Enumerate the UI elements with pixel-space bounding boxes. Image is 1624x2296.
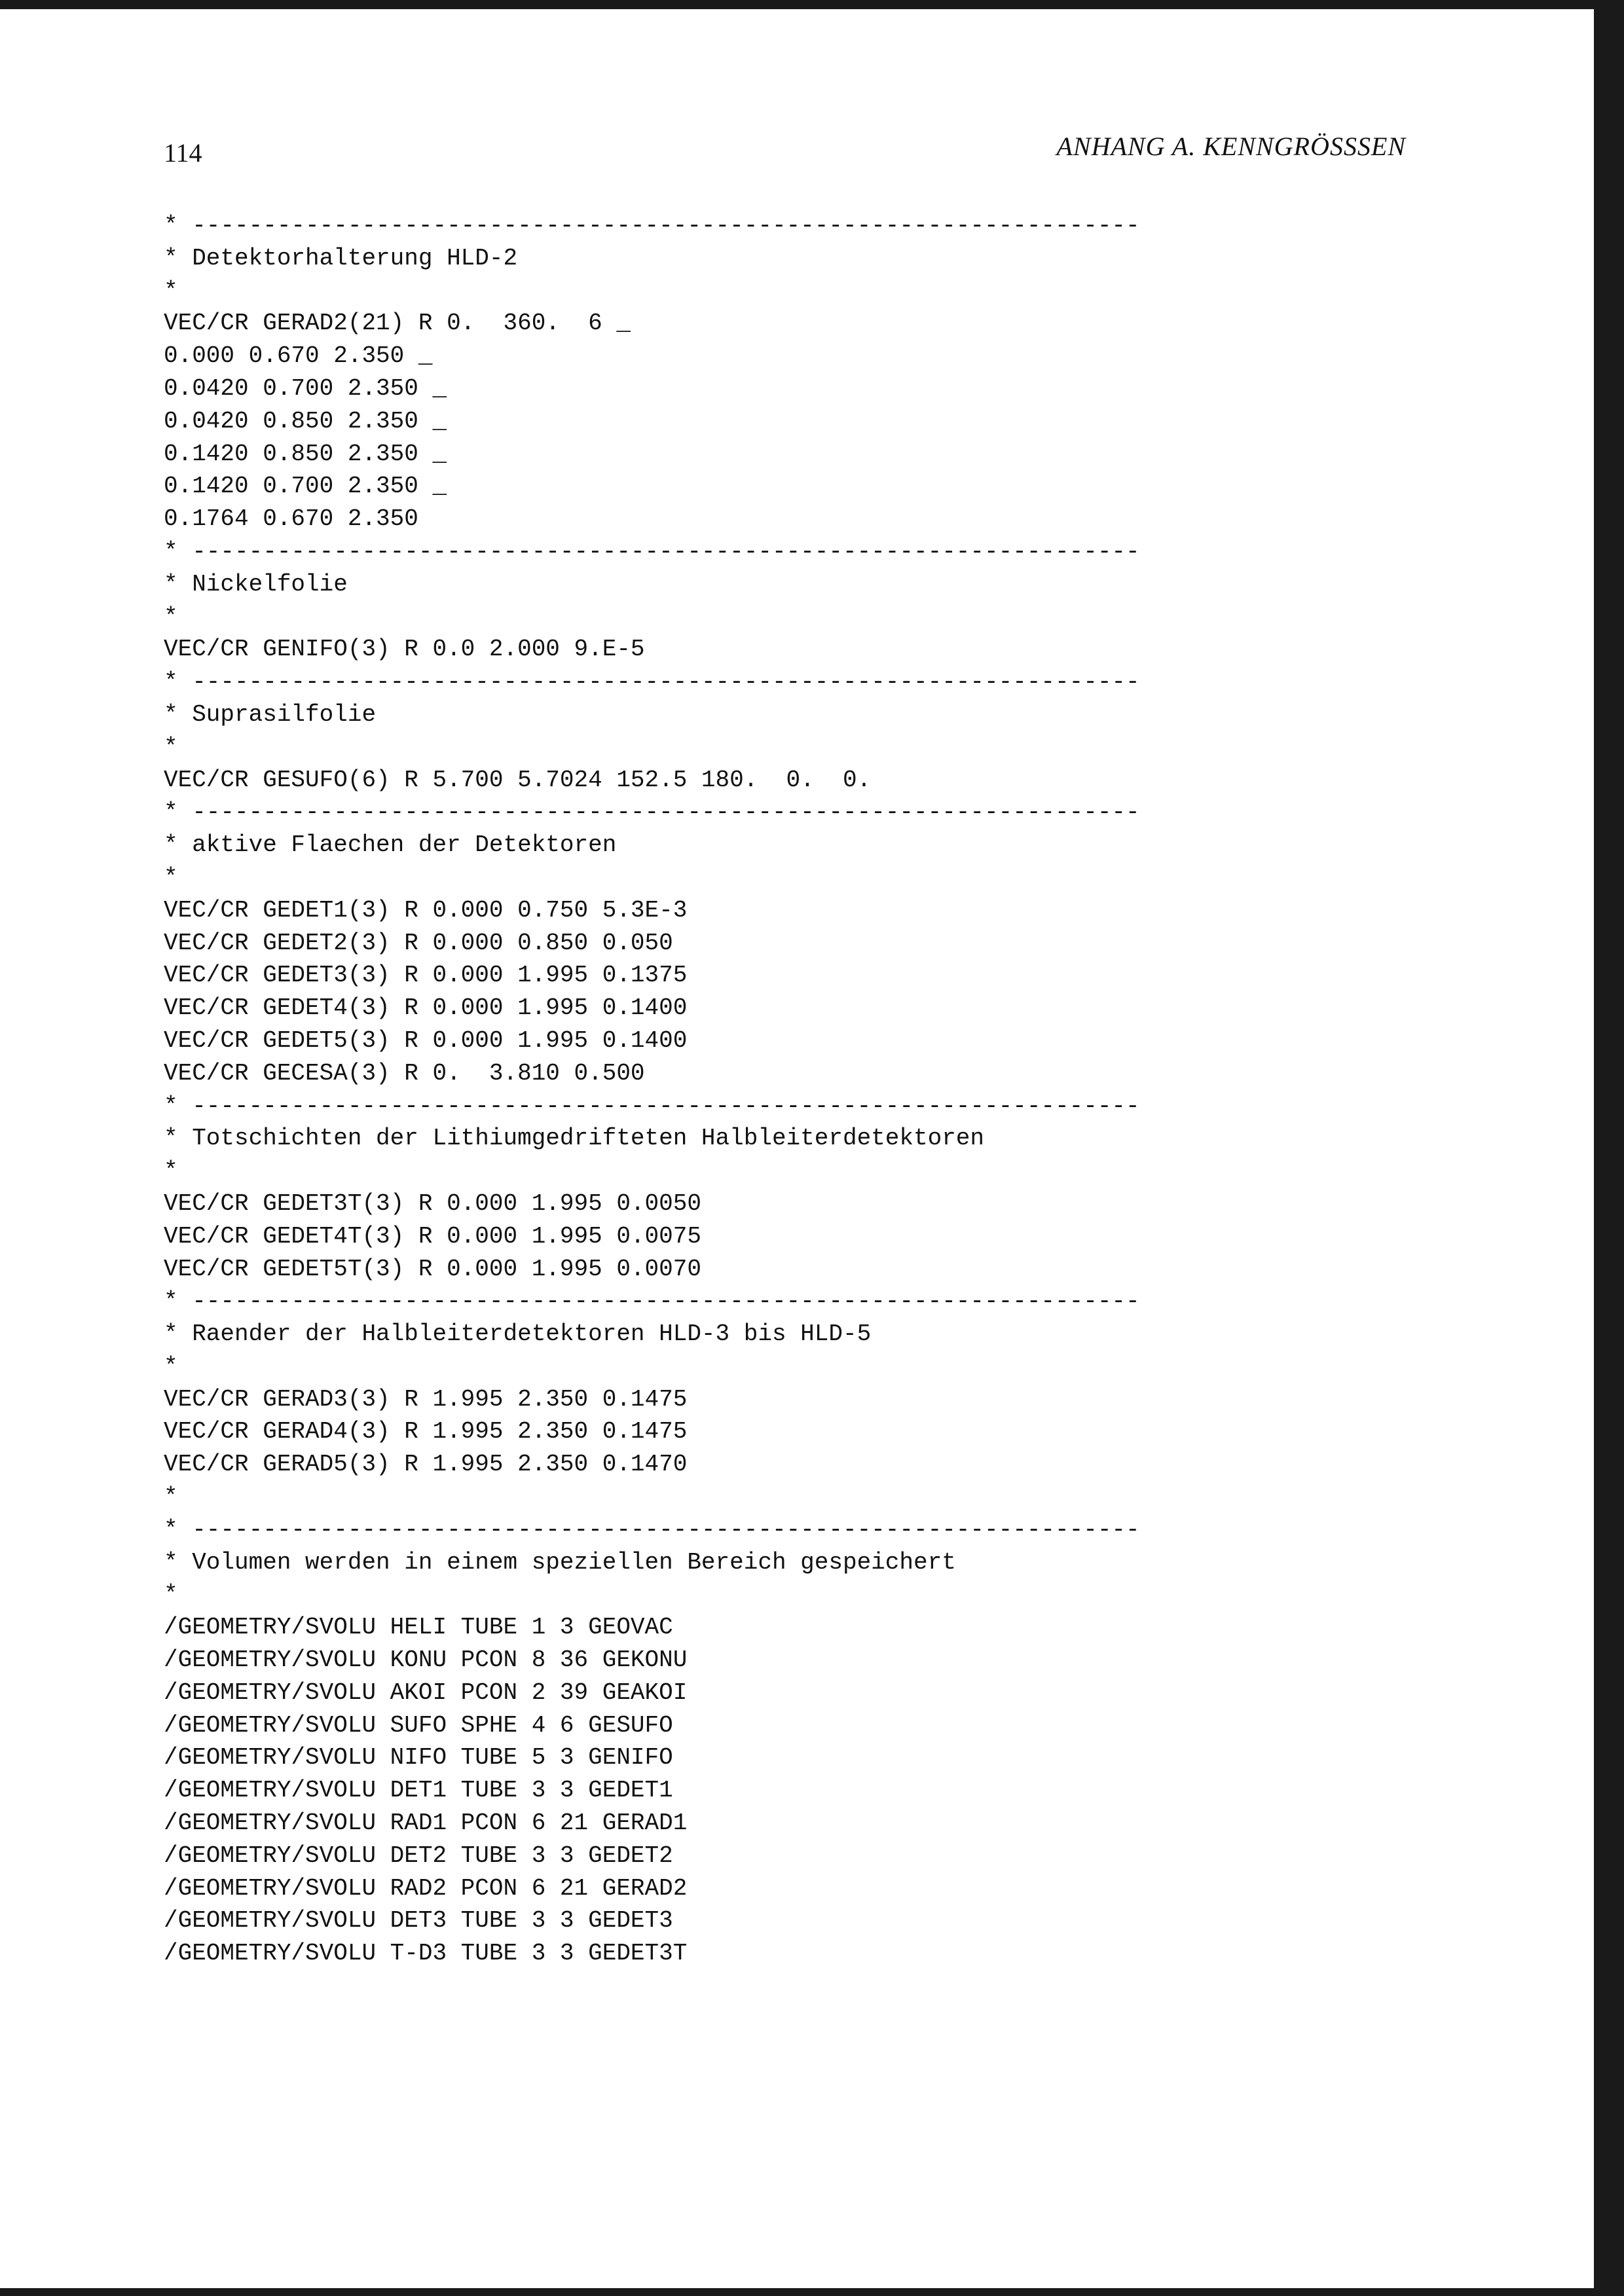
code-line: * ------------------------------------------------------------------- [164,1288,1140,1315]
code-line: * [164,864,178,891]
running-title: ANHANG A. KENNGRÖSSSEN [1056,132,1406,161]
code-line: VEC/CR GEDET1(3) R 0.000 0.750 5.3E-3 [164,896,688,924]
code-line: * [164,1157,178,1185]
code-line: 0.1420 0.850 2.350 _ [164,440,447,467]
code-line: /GEOMETRY/SVOLU SUFO SPHE 4 6 GESUFO [164,1711,673,1739]
code-line: * [164,1484,178,1511]
code-line: VEC/CR GENIFO(3) R 0.0 2.000 9.E-5 [164,636,645,663]
code-line: VEC/CR GEDET5T(3) R 0.000 1.995 0.0070 [164,1255,701,1283]
code-line: * ------------------------------------------------------------------- [164,668,1140,696]
code-line: /GEOMETRY/SVOLU RAD1 PCON 6 21 GERAD1 [164,1810,688,1837]
code-line: 0.000 0.670 2.350 _ [164,342,433,370]
code-line: VEC/CR GEDET4T(3) R 0.000 1.995 0.0075 [164,1222,701,1250]
code-line: 0.0420 0.700 2.350 _ [164,374,447,402]
code-line: VEC/CR GERAD2(21) R 0. 360. 6 _ [164,310,631,337]
code-line: 0.1764 0.670 2.350 [164,505,418,533]
code-line: * Nickelfolie [164,570,348,598]
code-line: * ------------------------------------------------------------------- [164,538,1140,565]
code-line: * ------------------------------------------------------------------- [164,1516,1140,1543]
code-line: /GEOMETRY/SVOLU T-D3 TUBE 3 3 GEDET3T [164,1940,688,1967]
code-line: * aktive Flaechen der Detektoren [164,831,617,859]
code-line: * Suprasilfolie [164,701,377,728]
code-line: * Raender der Halbleiterdetektoren HLD-3 bis HLD-5 [164,1321,872,1348]
code-line: /GEOMETRY/SVOLU KONU PCON 8 36 GEKONU [164,1647,688,1674]
code-line: /GEOMETRY/SVOLU DET1 TUBE 3 3 GEDET1 [164,1777,673,1804]
code-line: 0.1420 0.700 2.350 _ [164,473,447,500]
code-line: * Totschichten der Lithiumgedrifteten Halbleiterdetektoren [164,1125,985,1152]
code-line: * [164,733,178,761]
code-line: * [164,277,178,304]
code-line: VEC/CR GEDET3T(3) R 0.000 1.995 0.0050 [164,1190,701,1217]
code-line: * Detektorhalterung HLD-2 [164,244,518,272]
code-line: VEC/CR GEDET5(3) R 0.000 1.995 0.1400 [164,1027,688,1054]
code-line: VEC/CR GERAD4(3) R 1.995 2.350 0.1475 [164,1418,688,1446]
code-line: * [164,603,178,630]
code-line: 0.0420 0.850 2.350 _ [164,407,447,435]
code-line: VEC/CR GECESA(3) R 0. 3.810 0.500 [164,1059,645,1087]
code-line: * ------------------------------------------------------------------- [164,1092,1140,1120]
code-line: * [164,1353,178,1380]
code-listing [164,210,1140,1970]
code-line: /GEOMETRY/SVOLU RAD2 PCON 6 21 GERAD2 [164,1874,688,1902]
code-line: /GEOMETRY/SVOLU NIFO TUBE 5 3 GENIFO [164,1744,673,1772]
code-line: VEC/CR GEDET3(3) R 0.000 1.995 0.1375 [164,962,688,989]
code-line: VEC/CR GERAD3(3) R 1.995 2.350 0.1475 [164,1385,688,1413]
code-line: /GEOMETRY/SVOLU DET3 TUBE 3 3 GEDET3 [164,1907,673,1935]
code-line: * Volumen werden in einem speziellen Bereich gespeichert [164,1548,956,1576]
page-number: 114 [164,138,202,168]
code-line: /GEOMETRY/SVOLU DET2 TUBE 3 3 GEDET2 [164,1842,673,1869]
code-line: VEC/CR GERAD5(3) R 1.995 2.350 0.1470 [164,1451,688,1478]
code-line: /GEOMETRY/SVOLU AKOI PCON 2 39 GEAKOI [164,1679,688,1706]
code-line: * ------------------------------------------------------------------- [164,212,1140,239]
code-line: VEC/CR GEDET2(3) R 0.000 0.850 0.050 [164,929,673,957]
code-line: * [164,1581,178,1609]
code-line: * ------------------------------------------------------------------- [164,799,1140,826]
code-line: VEC/CR GESUFO(6) R 5.700 5.7024 152.5 180. 0. 0. [164,766,872,793]
code-line: /GEOMETRY/SVOLU HELI TUBE 1 3 GEOVAC [164,1614,673,1641]
code-line: VEC/CR GEDET4(3) R 0.000 1.995 0.1400 [164,994,688,1022]
